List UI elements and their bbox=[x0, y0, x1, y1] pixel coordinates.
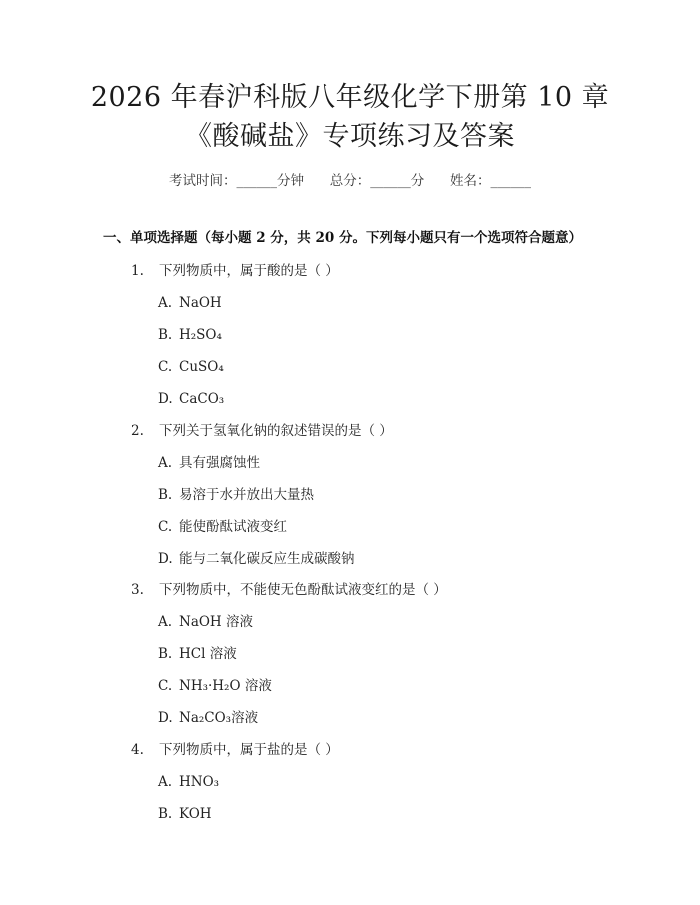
option-letter: D. bbox=[158, 551, 173, 567]
question-text: 下列关于氢氧化钠的叙述错误的是（ ） bbox=[159, 423, 393, 439]
question-number: 2. bbox=[131, 423, 144, 439]
option-letter: C. bbox=[158, 359, 173, 375]
question-text: 下列物质中，属于酸的是（ ） bbox=[159, 263, 339, 279]
option-text: NaOH bbox=[179, 295, 222, 311]
question-number: 3. bbox=[131, 582, 144, 598]
question-1 bbox=[131, 262, 339, 280]
option-text: 具有强腐蚀性 bbox=[179, 455, 260, 471]
question-1-option-d bbox=[158, 390, 224, 408]
question-3-option-a bbox=[158, 613, 253, 631]
option-text: 能使酚酞试液变红 bbox=[179, 519, 287, 535]
option-text: NH₃·H₂O 溶液 bbox=[179, 678, 272, 694]
question-4 bbox=[131, 741, 339, 759]
option-letter: B. bbox=[158, 487, 173, 503]
option-text: 易溶于水并放出大量热 bbox=[179, 487, 314, 503]
option-text: KOH bbox=[179, 806, 212, 822]
question-3-option-d bbox=[158, 709, 258, 727]
option-letter: D. bbox=[158, 391, 173, 407]
option-letter: C. bbox=[158, 519, 173, 535]
option-text: HNO₃ bbox=[179, 774, 220, 790]
option-letter: A. bbox=[158, 455, 173, 471]
exam-info-line: 考试时间：______分钟 总分：______分 姓名：______ bbox=[169, 173, 531, 189]
question-1-option-b bbox=[158, 326, 222, 344]
option-text: Na₂CO₃溶液 bbox=[179, 710, 259, 726]
question-4-option-a bbox=[158, 773, 219, 791]
question-4-option-b bbox=[158, 805, 212, 823]
question-number: 4. bbox=[131, 742, 144, 758]
option-letter: D. bbox=[158, 710, 173, 726]
document-title-line-1: 2026 年春沪科版八年级化学下册第 10 章 bbox=[90, 82, 610, 113]
question-3 bbox=[131, 581, 447, 599]
option-letter: A. bbox=[158, 774, 173, 790]
question-1-option-c bbox=[158, 358, 224, 376]
option-letter: B. bbox=[158, 327, 173, 343]
option-text: H₂SO₄ bbox=[179, 327, 222, 343]
question-2-option-a bbox=[158, 454, 260, 472]
question-1-option-a bbox=[158, 294, 222, 312]
option-text: 能与二氧化碳反应生成碳酸钠 bbox=[179, 551, 355, 567]
option-text: HCl 溶液 bbox=[179, 646, 237, 662]
question-3-option-c bbox=[158, 677, 272, 695]
option-letter: A. bbox=[158, 295, 173, 311]
question-text: 下列物质中，不能使无色酚酞试液变红的是（ ） bbox=[159, 582, 447, 598]
option-letter: A. bbox=[158, 614, 173, 630]
question-2-option-c bbox=[158, 518, 287, 536]
question-2 bbox=[131, 422, 393, 440]
option-text: NaOH 溶液 bbox=[179, 614, 253, 630]
question-3-option-b bbox=[158, 645, 237, 663]
section-heading: 一、单项选择题（每小题 2 分，共 20 分。下列每小题只有一个选项符合题意） bbox=[103, 230, 582, 246]
option-letter: C. bbox=[158, 678, 173, 694]
question-number: 1. bbox=[131, 263, 144, 279]
option-letter: B. bbox=[158, 806, 173, 822]
question-text: 下列物质中，属于盐的是（ ） bbox=[159, 742, 339, 758]
option-text: CaCO₃ bbox=[179, 391, 225, 407]
option-text: CuSO₄ bbox=[179, 359, 224, 375]
document-title-line-2: 《酸碱盐》专项练习及答案 bbox=[185, 121, 515, 152]
question-2-option-d bbox=[158, 550, 355, 568]
question-2-option-b bbox=[158, 486, 314, 504]
option-letter: B. bbox=[158, 646, 173, 662]
